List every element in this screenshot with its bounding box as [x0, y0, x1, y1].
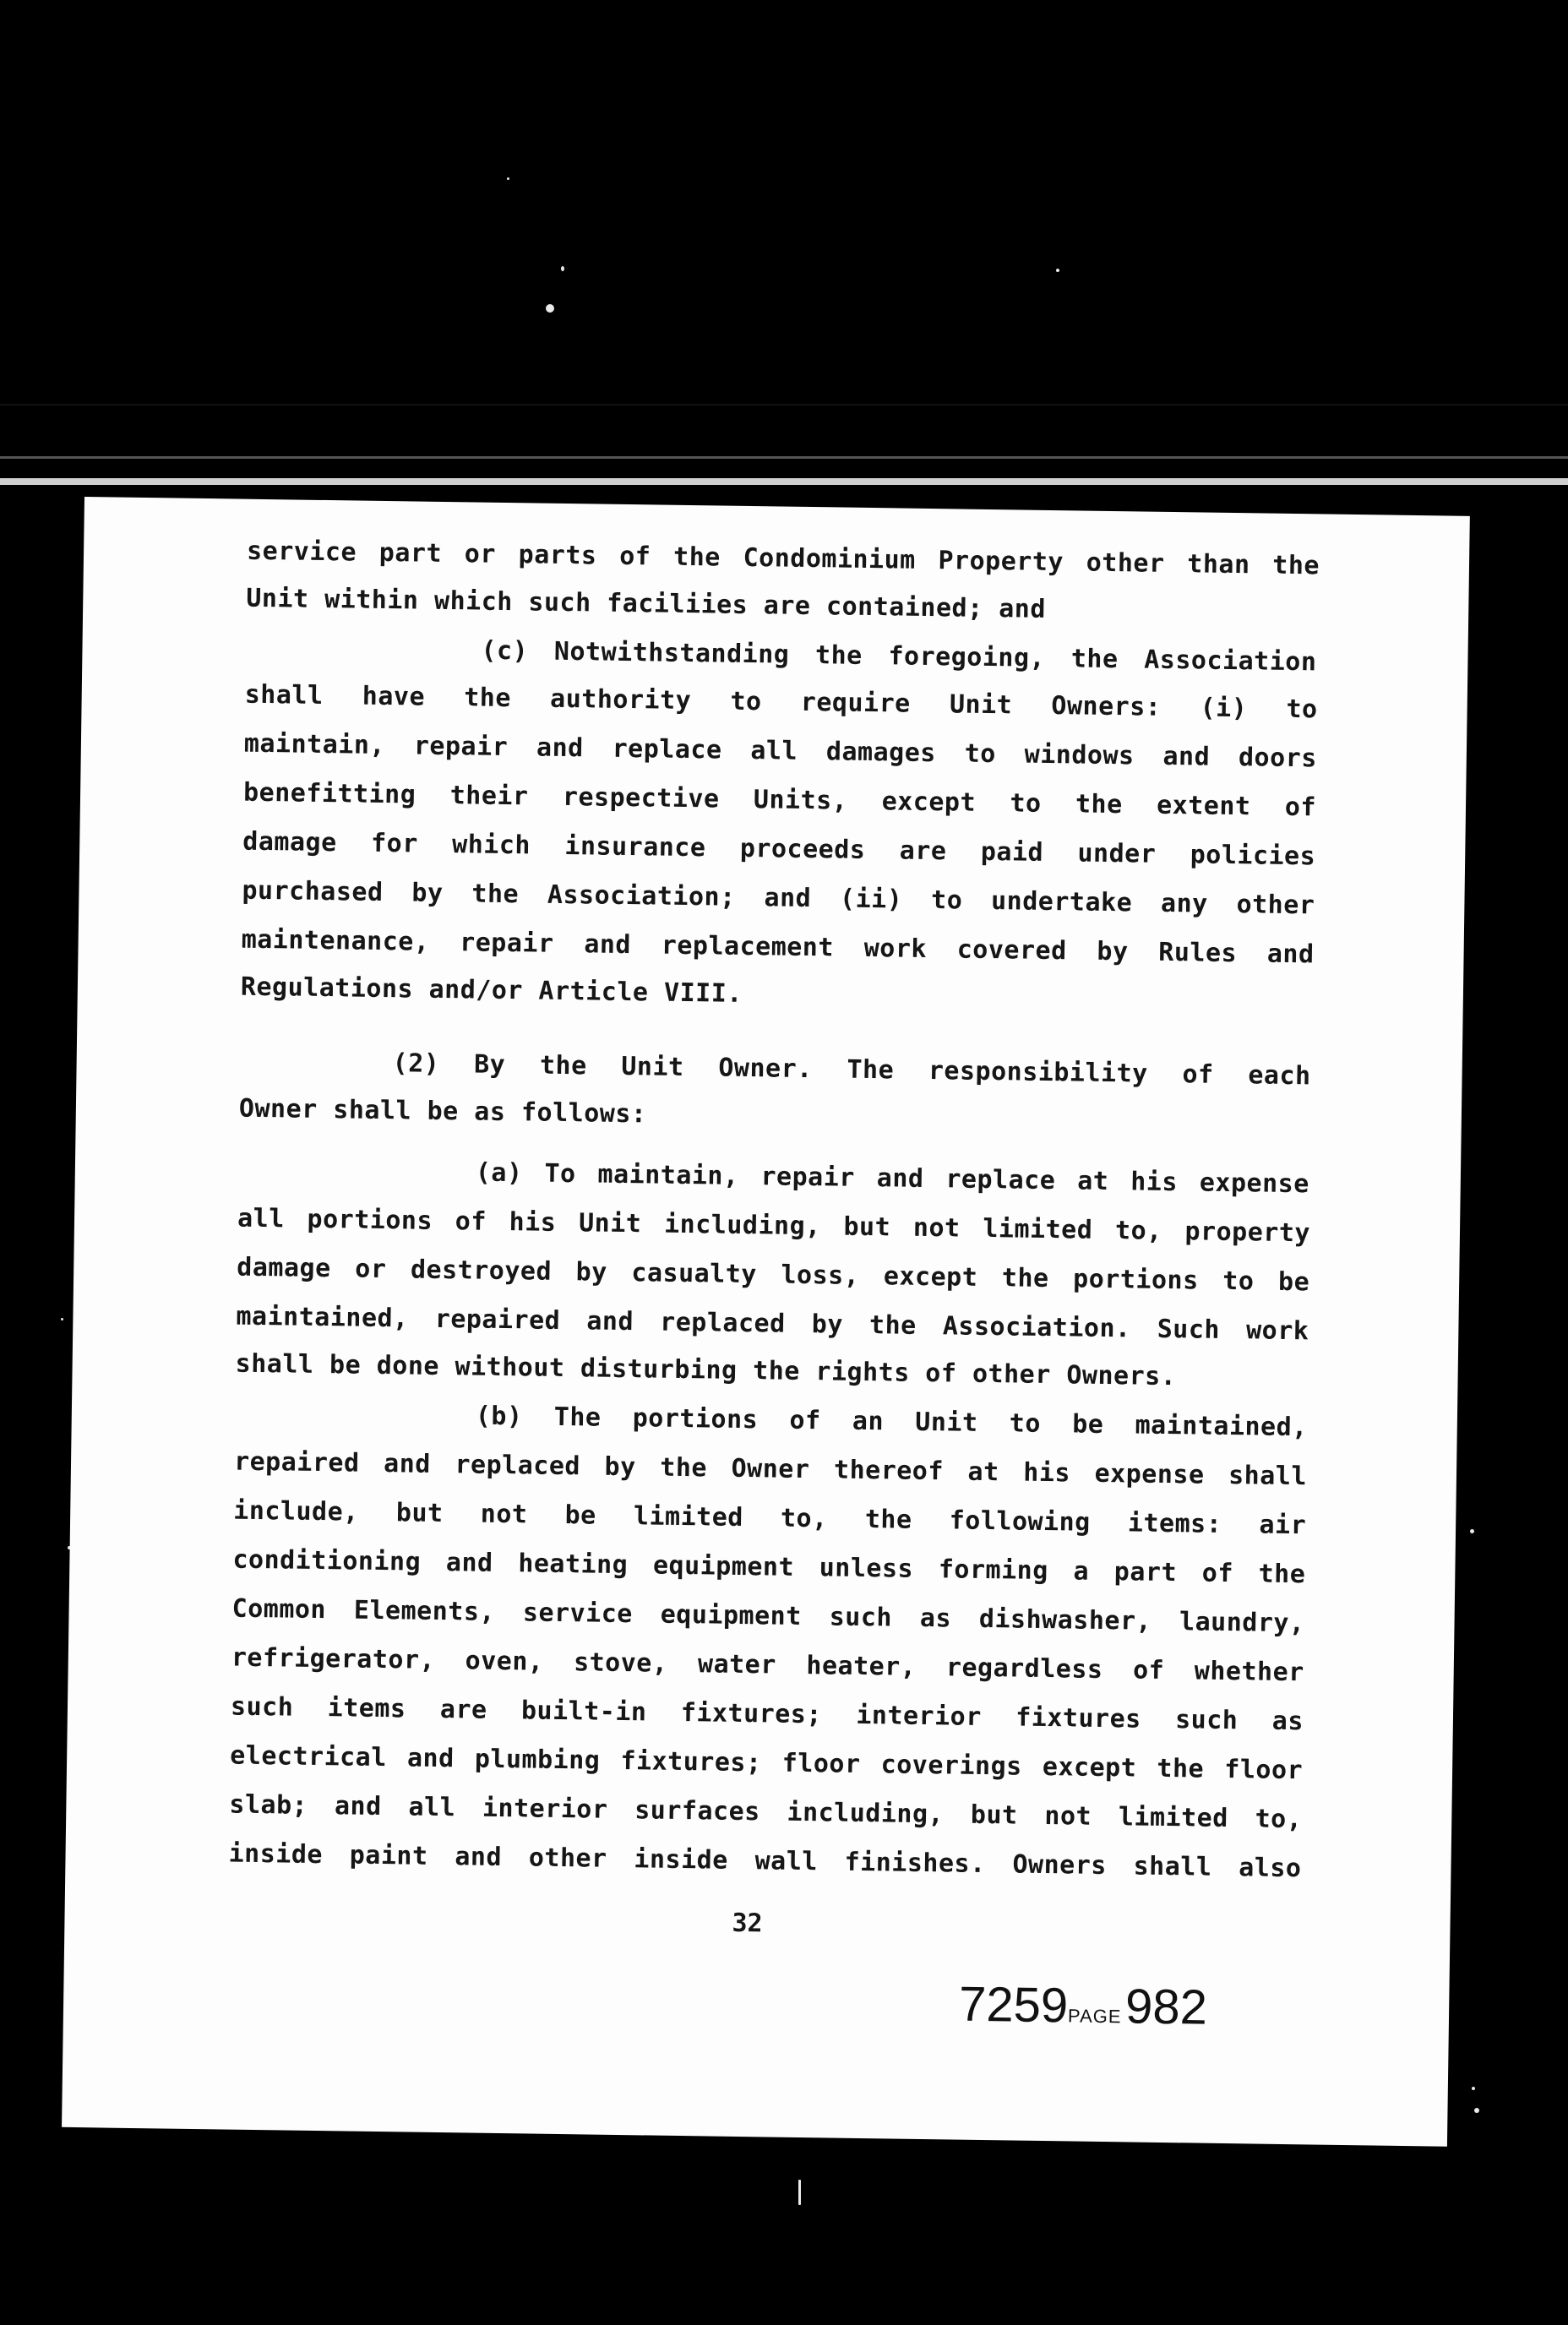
scan-speck: [1056, 269, 1059, 272]
text-line: purchased by the Association; and (ii) to undertake any other: [242, 875, 1315, 921]
text-line: maintain, repair and replace all damages to windows and doors: [243, 728, 1318, 774]
text-line: maintenance, repair and replacement work covered by Rules and: [241, 924, 1315, 970]
text-line: service part or parts of the Condominium Property other than the: [246, 536, 1320, 581]
text-line: maintained, repaired and replaced by the Association. Such work: [236, 1301, 1309, 1347]
scan-speck: [546, 304, 554, 313]
scan-speck: [507, 177, 509, 180]
page-number: 32: [732, 1908, 763, 1939]
scan-artifact-line: [0, 456, 1568, 459]
text-line: (c) Notwithstanding the foregoing, the Association: [481, 635, 1317, 678]
text-line: shall have the authority to require Unit Owners: (i) to: [244, 679, 1318, 725]
scan-speck: [1470, 1529, 1474, 1533]
text-line: shall be done without disturbing the rights of other Owners.: [235, 1348, 1177, 1392]
text-line: damage or destroyed by casualty loss, except the portions to be: [237, 1252, 1310, 1298]
text-line: all portions of his Unit including, but not limited to, property: [237, 1203, 1311, 1249]
text-line: include, but not be limited to, the following items: air: [233, 1495, 1307, 1541]
scan-speck: [561, 266, 564, 271]
text-line: Owner shall be as follows:: [238, 1093, 647, 1130]
text-line: Common Elements, service equipment such as dishwasher, laundry,: [231, 1593, 1305, 1639]
scan-artifact-line: [0, 404, 1568, 406]
scan-speck: [1472, 2087, 1475, 2090]
text-line: Unit within which such faciliies are contained; and: [246, 583, 1047, 624]
text-line: (2) By the Unit Owner. The responsibility of each: [392, 1048, 1311, 1092]
text-line: (b) The portions of an Unit to be maintained,: [475, 1401, 1309, 1443]
text-line: Regulations and/or Article VIII.: [240, 972, 743, 1009]
text-line: refrigerator, oven, stove, water heater, regardless of whether: [231, 1642, 1304, 1688]
text-line: repaired and replaced by the Owner thereof at his expense shall: [233, 1446, 1308, 1492]
book-number: 7259: [958, 1976, 1069, 2034]
book-page-number: 982: [1124, 1979, 1208, 2035]
text-line: (a) To maintain, repair and replace at his expense: [475, 1157, 1310, 1200]
page-label: PAGE: [1067, 2005, 1122, 2028]
scan-speck: [1474, 2108, 1479, 2113]
text-line: electrical and plumbing fixtures; floor coverings except the floor: [229, 1740, 1304, 1786]
book-page-stamp: [959, 1976, 1208, 2036]
scan-speck: [61, 1318, 63, 1320]
text-line: conditioning and heating equipment unless forming a part of the: [232, 1544, 1306, 1590]
text-line: such items are built-in fixtures; interior fixtures such as: [230, 1691, 1304, 1737]
text-line: inside paint and other inside wall finishes. Owners shall also: [228, 1838, 1302, 1884]
scan-speck: [798, 2180, 801, 2205]
text-line: benefitting their respective Units, except to the extent of: [242, 777, 1317, 823]
scan-edge-band: [0, 478, 1568, 485]
text-line: damage for which insurance proceeds are paid under policies: [242, 826, 1316, 872]
text-line: slab; and all interior surfaces including, but not limited to,: [229, 1789, 1303, 1835]
document-page: [62, 497, 1470, 2147]
